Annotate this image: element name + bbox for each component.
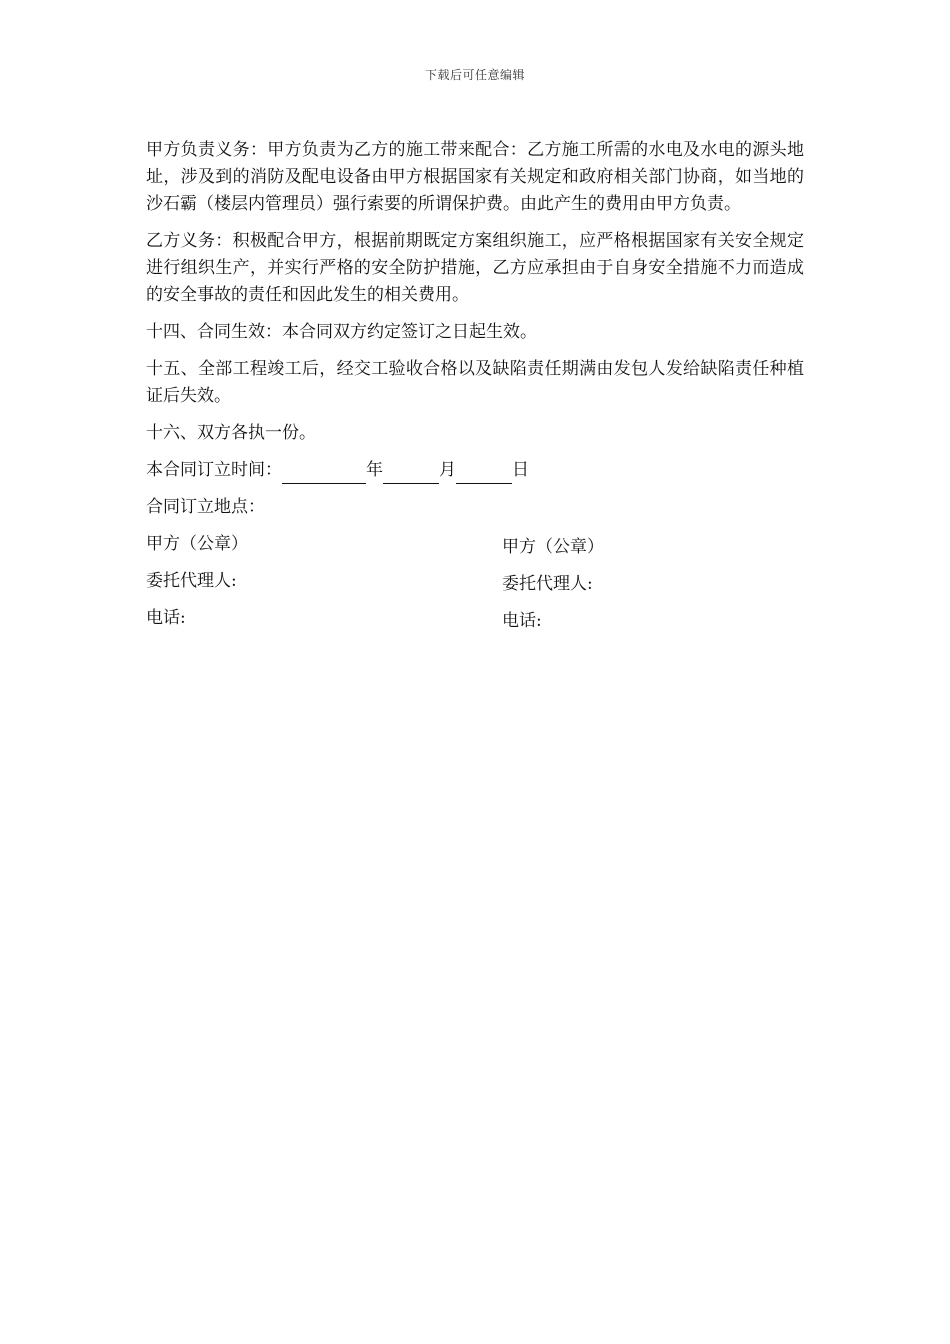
year-label: 年 — [366, 460, 383, 480]
signing-date-line — [146, 457, 804, 484]
left-phone-label: 电话: — [146, 608, 186, 628]
day-blank — [456, 463, 512, 484]
clause-16-paragraph: 十六、双方各执一份。 — [146, 423, 316, 443]
left-seal-label: 甲方（公章） — [146, 534, 248, 554]
signing-date-label: 本合同订立时间： — [146, 460, 282, 480]
month-blank — [383, 463, 439, 484]
clause-14-paragraph: 十四、合同生效：本合同双方约定签订之日起生效。 — [146, 322, 537, 342]
month-label: 月 — [439, 460, 456, 480]
document-body — [146, 137, 804, 642]
day-label: 日 — [512, 460, 529, 480]
page-header: 下载后可任意编辑 — [424, 68, 525, 82]
year-blank — [282, 463, 366, 484]
party-a-duties-paragraph: 甲方负责义务：甲方负责为乙方的施工带来配合：乙方施工所需的水电及水电的源头地址，涉及到的消防及配电设备由甲方根据国家有关规定和政府相关部门协商，如当地的沙石霸（楼层内管理员）强行索要的所谓保护费。由此产生的费用由甲方负责。 — [146, 140, 804, 214]
right-phone-label: 电话: — [502, 611, 542, 631]
phone-row — [146, 605, 804, 632]
right-agent-label: 委托代理人: — [502, 574, 593, 594]
party-b-duties-paragraph: 乙方义务：积极配合甲方，根据前期既定方案组织施工，应严格根据国家有关安全规定进行组织生产，并实行严格的安全防护措施，乙方应承担由于自身安全措施不力而造成的安全事故的责任和因此发生的相关费用。 — [146, 231, 804, 305]
agent-row — [146, 568, 804, 595]
left-agent-label: 委托代理人: — [146, 571, 237, 591]
seal-row — [146, 531, 804, 558]
right-seal-label: 甲方（公章） — [502, 537, 604, 557]
clause-15-paragraph: 十五、全部工程竣工后，经交工验收合格以及缺陷责任期满由发包人发给缺陷责任种植证后失效。 — [146, 359, 804, 406]
signing-place-line: 合同订立地点： — [146, 497, 265, 517]
